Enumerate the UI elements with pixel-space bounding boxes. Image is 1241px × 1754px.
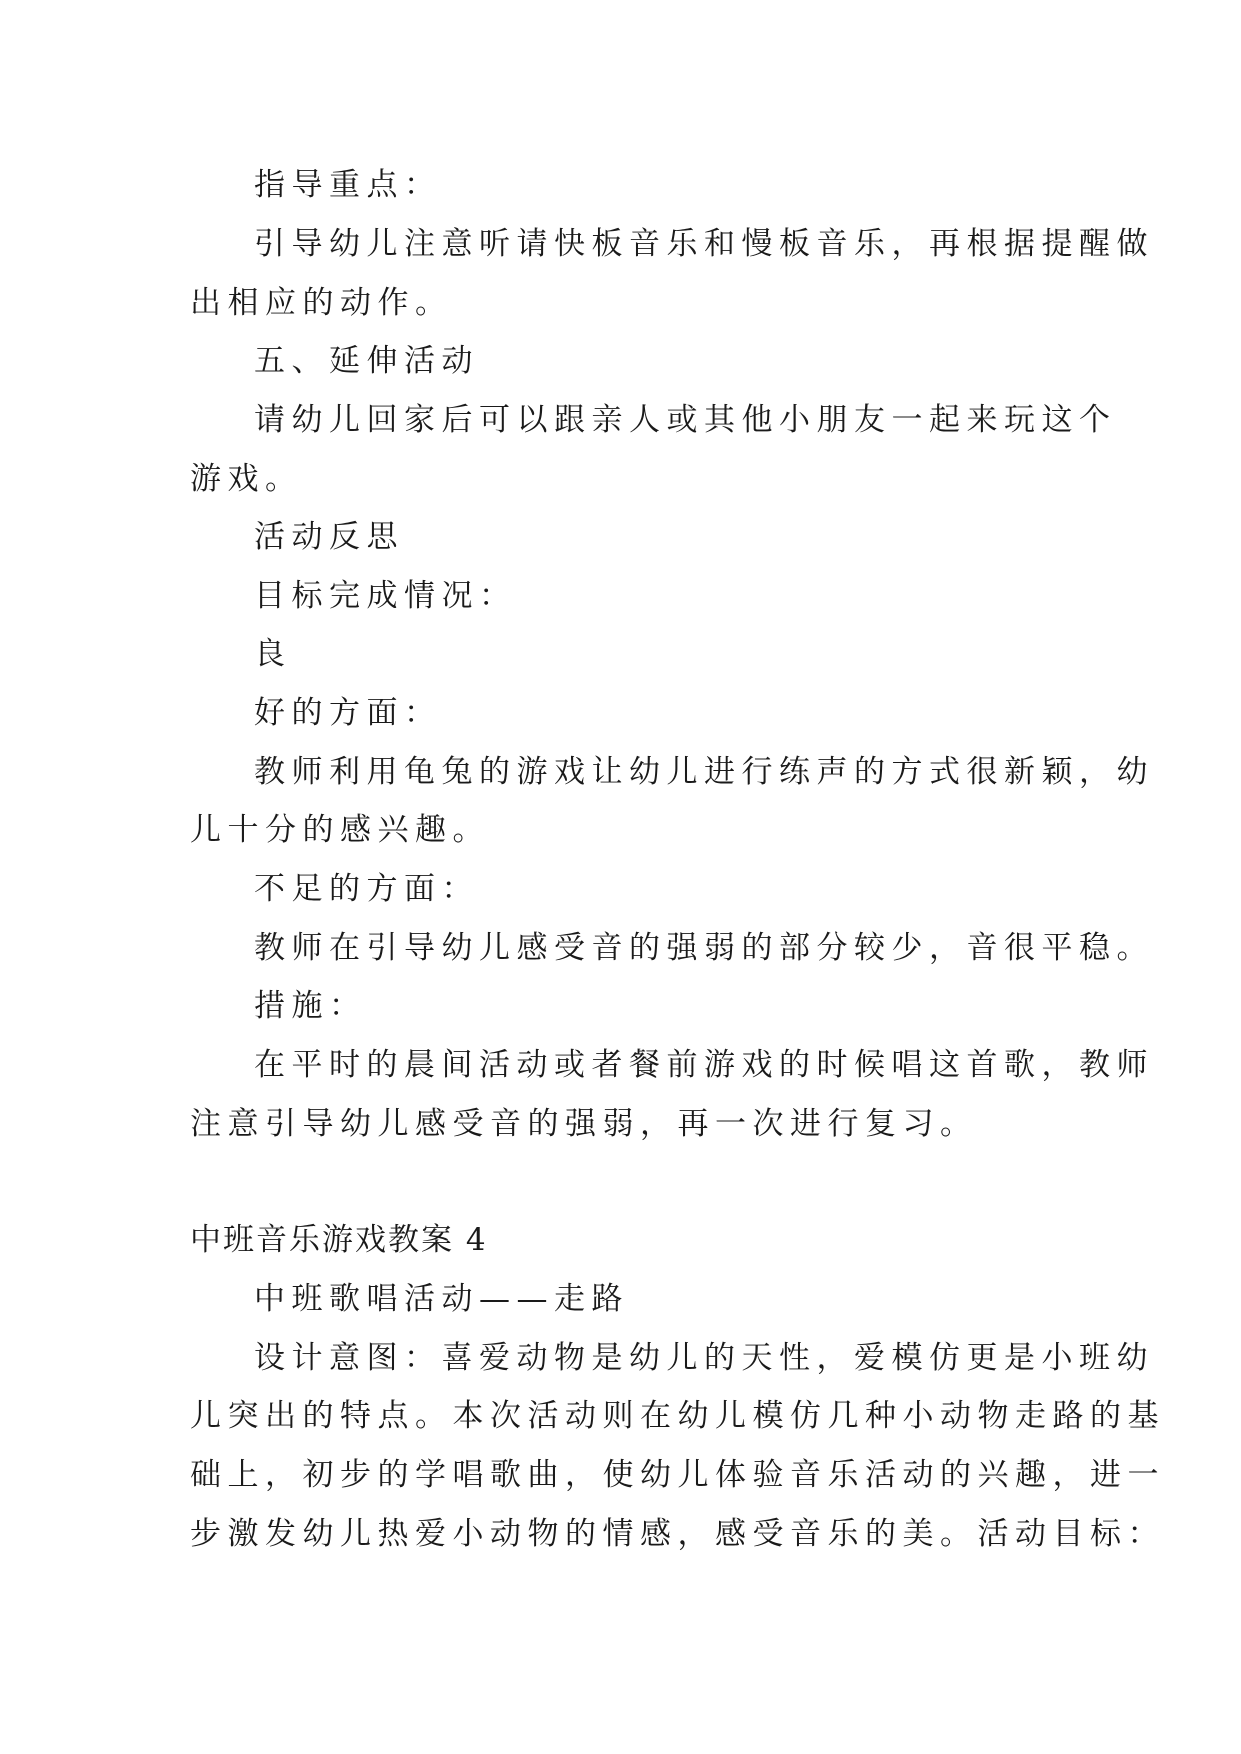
text-line: 不足的方面： bbox=[254, 871, 479, 907]
text-line: 步激发幼儿热爱小动物的情感，感受音乐的美。活动目标： bbox=[190, 1516, 1165, 1552]
text-line: 好的方面： bbox=[254, 695, 442, 731]
text-line: 请幼儿回家后可以跟亲人或其他小朋友一起来玩这个 bbox=[254, 402, 1117, 438]
text-line: 设计意图：喜爱动物是幼儿的天性，爱模仿更是小班幼 bbox=[254, 1340, 1154, 1376]
text-line: 出相应的动作。 bbox=[190, 285, 453, 321]
text-line: 儿十分的感兴趣。 bbox=[190, 812, 490, 848]
section-heading: 五、延伸活动 bbox=[254, 343, 479, 379]
document-section-title: 中班音乐游戏教案 4 bbox=[190, 1222, 488, 1258]
text-line: 指导重点： bbox=[254, 167, 442, 203]
text-line: 教师利用龟兔的游戏让幼儿进行练声的方式很新颖，幼 bbox=[254, 754, 1154, 790]
text-line: 目标完成情况： bbox=[254, 578, 517, 614]
text-line: 注意引导幼儿感受音的强弱，再一次进行复习。 bbox=[190, 1106, 978, 1142]
text-line: 教师在引导幼儿感受音的强弱的部分较少，音很平稳。 bbox=[254, 930, 1154, 966]
text-line: 良 bbox=[254, 636, 292, 672]
text-line: 儿突出的特点。本次活动则在幼儿模仿几种小动物走路的基 bbox=[190, 1398, 1165, 1434]
text-line: 在平时的晨间活动或者餐前游戏的时候唱这首歌，教师 bbox=[254, 1047, 1154, 1083]
text-line: 措施： bbox=[254, 988, 367, 1024]
text-line: 引导幼儿注意听请快板音乐和慢板音乐，再根据提醒做 bbox=[254, 226, 1154, 262]
section-heading: 活动反思 bbox=[254, 519, 404, 555]
activity-title: 中班歌唱活动——走路 bbox=[254, 1281, 629, 1317]
text-line: 游戏。 bbox=[190, 461, 303, 497]
text-line: 础上，初步的学唱歌曲，使幼儿体验音乐活动的兴趣，进一 bbox=[190, 1457, 1165, 1493]
